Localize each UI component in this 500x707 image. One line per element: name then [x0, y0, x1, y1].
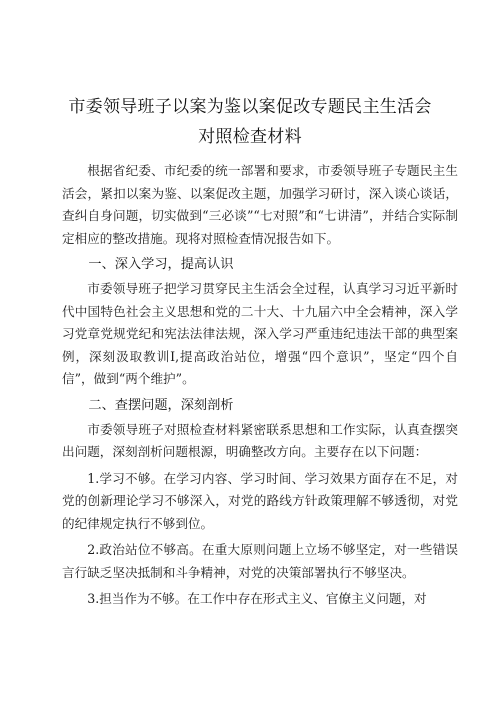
section-heading-2: 二、查摆问题，深刻剖析: [88, 397, 234, 413]
section-body-2: 市委领导班子对照检查材料紧密联系思想和工作实际，认真查摆突出问题，深刻剖析问题根源，明确整改方向。主要存在以下问题：: [62, 421, 458, 459]
intro-paragraph: 根据省纪委、市纪委的统一部署和要求，市委领导班子专题民主生活会，紧扣以案为鉴、以案促改主题，加强学习研讨，深入谈心谈话，查纠自身问题，切实做到“三必谈”“七对照”和“七讲清”，并结合实际制定相应的整改措施。现将对照检查情况报告如下。: [62, 163, 458, 246]
list-item-number: 2: [87, 542, 96, 557]
section-heading-1: 一、深入学习，提高认识: [88, 257, 234, 272]
document-body: [62, 160, 458, 615]
list-item-text: .政治站位不够高。在重大原则问题上立场不够坚定，对一些错误言行缺乏坚决抵制和斗争精神，对党的决策部署执行不够坚决。: [62, 542, 458, 580]
list-item: [62, 588, 458, 611]
section-body-1: 市委领导班子把学习贯穿民主生活会全过程，认真学习习近平新时代中国特色社会主义思想和党的二十大、十九届六中全会精神，深入学习党章党规党纪和宪法法律法规，深入学习严重违纪违法干部的典型案例，深刻汲取教训I,提高政治站位，增强“四个意识”，坚定“四个自信”，做到“两个维护”。: [62, 281, 458, 386]
list-item: [62, 468, 458, 536]
list-item-number: 3: [87, 591, 96, 606]
list-item-text: .学习不够。在学习内容、学习时间、学习效果方面存在不足，对党的创新理论学习不够深入，对党的路线方针政策理解不够透彻，对党的纪律规定执行不够到位。: [62, 470, 458, 531]
document-title: 市委领导班子以案为鉴以案促改专题民主生活会对照检查材料: [68, 97, 432, 147]
list-item-number: 1: [87, 470, 96, 486]
list-item-text: .担当作为不够。在工作中存在形式主义、官僚主义问题，对: [95, 591, 427, 606]
list-item: [62, 539, 458, 584]
